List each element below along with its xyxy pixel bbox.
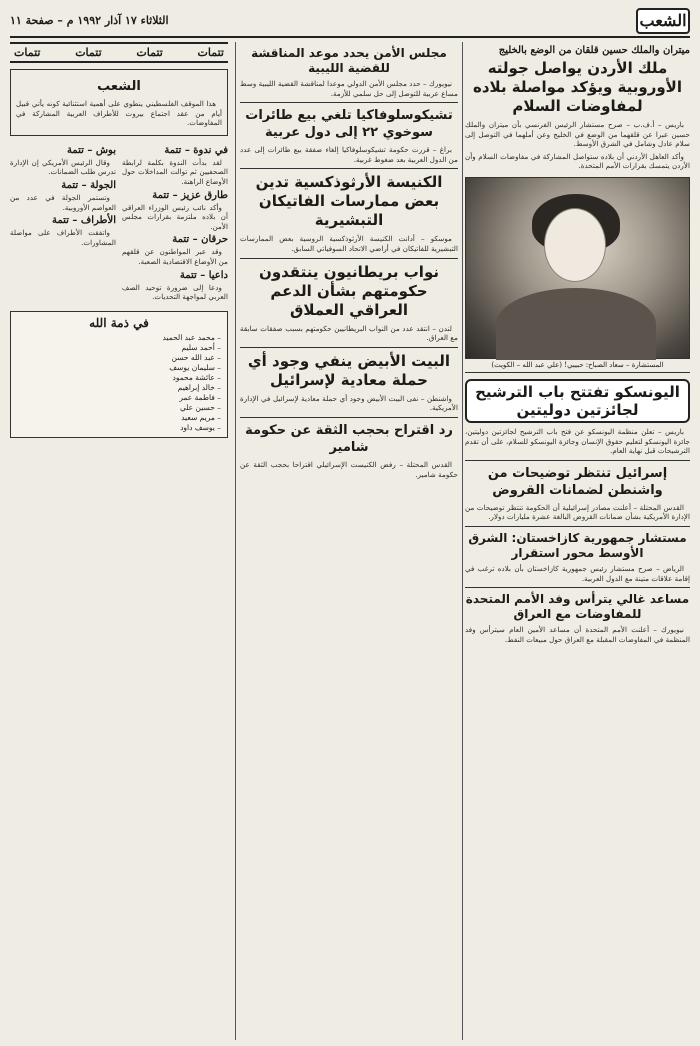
lead-headline: ملك الأردن يواصل جولته الأوروبية ويؤكد مواصلة بلاده لمفاوضات السلام (473, 59, 682, 115)
continuation-title: طارق عزيز – تتمة (152, 189, 228, 201)
story-body (465, 564, 690, 583)
list-item: – يوسف داود (17, 423, 221, 433)
editorial-body (16, 99, 222, 128)
paragraph: هذا الموقف الفلسطيني ينطوي على أهمية استثنائية كونه يأتي قبيل أيام من عقد اجتماع بيروت للأطراف العربية المشاركة في المفاوضات. (16, 99, 222, 128)
story-headline: إسرائيل تنتظر توضيحات من واشنطن لضمانات القروض (487, 465, 668, 498)
paragraph: الرياض – صرح مستشار رئيس جمهورية كازاخستان بأن بلاده ترغب في إقامة علاقات متينة مع الدول العربية. (465, 563, 690, 583)
continuation-body: ودعا إلى ضرورة توحيد الصف العربي لمواجهة التحديات. (122, 282, 228, 302)
continuation-title: في ندوة – تتمة (164, 144, 228, 156)
story-body (240, 79, 458, 98)
continuation-title: داعيا – تتمة (179, 269, 228, 281)
masthead (10, 8, 690, 38)
continuations-grid (10, 142, 228, 305)
list-item: – فاطمة عمر (17, 393, 221, 403)
list-item: – عبد الله حسن (17, 353, 221, 363)
paragraph: باريس – أ.ف.ب – صرح مستشار الرئيس الفرنسي بأن ميتران والملك حسين عبرا عن قلقهما من الوضع في الخليج وعن أملهما في التوصل إلى سلام عادل وشامل في الشرق الأوسط. (465, 120, 690, 149)
column-rule (235, 42, 236, 1040)
continuation-body: واتفقت الأطراف على مواصلة المشاورات. (10, 228, 116, 247)
story-body (240, 460, 458, 479)
story-headline: الكنيسة الأرثوذكسية تدين بعض ممارسات الفاتيكان التبشيرية (255, 173, 443, 230)
paragraph: لندن – انتقد عدد من النواب البريطانيين حكومتهم بسبب صفقات سابقة مع العراق. (240, 323, 458, 343)
continuation-title: الأطراف – تتمة (51, 215, 116, 227)
paragraph: القدس المحتلة – أعلنت مصادر إسرائيلية أن الحكومة تنتظر توضيحات من الإدارة الأمريكية بشأن ضمانات القروض البالغة عشرة مليارات دولار. (465, 502, 690, 522)
paragraph: براغ – قررت حكومة تشيكوسلوفاكيا إلغاء صفقة بيع طائرات إلى عدد من الدول العربية بعد ضغوط غربية. (240, 145, 458, 164)
paragraph: موسكو – أدانت الكنيسة الأرثوذكسية الروسية بعض الممارسات التبشيرية للفاتيكان في أراضي الاتحاد السوفياتي السابق. (240, 234, 458, 253)
continuation-body: لقد بدأت الندوة بكلمة لرابطة الصحفيين ثم توالت المداخلات حول الأوضاع الراهنة. (122, 157, 228, 186)
continuations-banner (10, 42, 228, 63)
paragraph: القدس المحتلة – رفض الكنيست الإسرائيلي اقتراحا بحجب الثقة عن حكومة شامير. (240, 459, 458, 479)
continuation-title: بوش – تتمة (66, 144, 116, 156)
paragraph: نيويورك – حدد مجلس الأمن الدولي موعدا لمناقشة القضية الليبية وسط مساع عربية للتوصل إلى حل سلمي للأزمة. (240, 79, 458, 98)
continuation-body: وقد عبر المواطنون عن قلقهم من الأوضاع الاقتصادية الصعبة. (122, 247, 228, 266)
story-headline: رد اقتراح بحجب الثقة عن حكومة شامير (245, 422, 453, 455)
obituary-list (17, 333, 221, 433)
obituary-box (10, 311, 228, 438)
story-body (240, 324, 458, 343)
list-item: – حسين علي (17, 403, 221, 413)
portrait-photo (465, 177, 690, 359)
story-body (465, 503, 690, 522)
editorial-title: الشعب (97, 79, 141, 94)
story-headline: نواب بريطانيون ينتقدون حكومتهم بشأن الدعم العراقي العملاق (259, 262, 439, 319)
list-item: – سليمان يوسف (17, 363, 221, 373)
column-rule (462, 42, 463, 1040)
story-body (240, 234, 458, 253)
continuation-title: الجولة – تتمة (61, 179, 116, 191)
story-body (240, 145, 458, 164)
editorial-box (10, 69, 228, 136)
left-column (10, 42, 228, 1042)
list-item: – مريم سعيد (17, 413, 221, 423)
story-headline: مجلس الأمن يحدد موعد المناقشة للقضية الليبية (251, 46, 447, 75)
continuation-title: حرقان – تتمة (172, 234, 228, 246)
dateline: الثلاثاء ١٧ آذار ١٩٩٢ م – صفحة ١١ (10, 14, 169, 27)
lead-body (465, 120, 690, 171)
story-headline: اليونسكو تفتتح باب الترشيح لجائزتين دوليتين (465, 379, 690, 423)
lead-kicker: ميتران والملك حسين قلقان من الوضع بالخليج (498, 45, 690, 56)
story-body (465, 625, 690, 644)
continuation-body: وأكد نائب رئيس الوزراء العراقي أن بلاده ملتزمة بقرارات مجلس الأمن. (122, 202, 228, 231)
banner-word: تتمات (136, 46, 163, 59)
story-headline: البيت الأبيض ينفي وجود أي حملة معادية لإسرائيل (247, 351, 451, 389)
story-headline: مساعد غالي يترأس وفد الأمم المتحدة للمفاوضات مع العراق (465, 592, 690, 622)
newspaper-logo: الشعب (636, 8, 690, 34)
list-item: – خالد إبراهيم (17, 383, 221, 393)
paragraph: باريس – تعلن منظمة اليونسكو عن فتح باب الترشيح لجائزتين دوليتين، جائزة اليونسكو لتعليم حقوق الإنسان وجائزة اليونسكو للسلام، على أن تقدم الترشيحات قبل نهاية العام. (465, 426, 690, 456)
obituary-title: في ذمة الله (89, 315, 149, 330)
list-item: – محمد عبد الحميد (17, 333, 221, 343)
banner-word: تتمات (75, 46, 102, 59)
right-column (465, 42, 690, 1042)
story-body (240, 394, 458, 413)
story-headline: تشيكوسلوفاكيا تلغي بيع طائرات سوخوي ٢٢ إلى دول عربية (245, 108, 453, 141)
continuation-body: وقال الرئيس الأمريكي إن الإدارة تدرس طلب الضمانات. (10, 157, 116, 177)
continuation-body: وتستمر الجولة في عدد من العواصم الأوروبية. (10, 192, 116, 212)
photo-caption: المستشارة – سعاد الصباح: حبيبي! (علي عبد الله – الكويت) (465, 359, 690, 373)
paragraph: واشنطن – نفى البيت الأبيض وجود أي حملة معادية لإسرائيل في الإدارة الأمريكية. (240, 393, 458, 413)
banner-word: تتمات (14, 46, 41, 59)
story-body (465, 427, 690, 456)
paragraph: وأكد العاهل الأردني أن بلاده ستواصل المشاركة في مفاوضات السلام وأن الأردن يتمسك بقرارات الأمم المتحدة. (465, 151, 690, 171)
banner-word: تتمات (197, 46, 224, 59)
middle-column (240, 42, 458, 1042)
list-item: – عائشة محمود (17, 373, 221, 383)
story-headline: مستشار جمهورية كازاخستان: الشرق الأوسط محور استقرار (468, 530, 687, 560)
list-item: – أحمد سليم (17, 343, 221, 353)
paragraph: نيويورك – أعلنت الأمم المتحدة أن مساعد الأمين العام سيترأس وفد المنظمة في المفاوضات المقبلة مع العراق حول مبيعات النفط. (465, 625, 690, 644)
